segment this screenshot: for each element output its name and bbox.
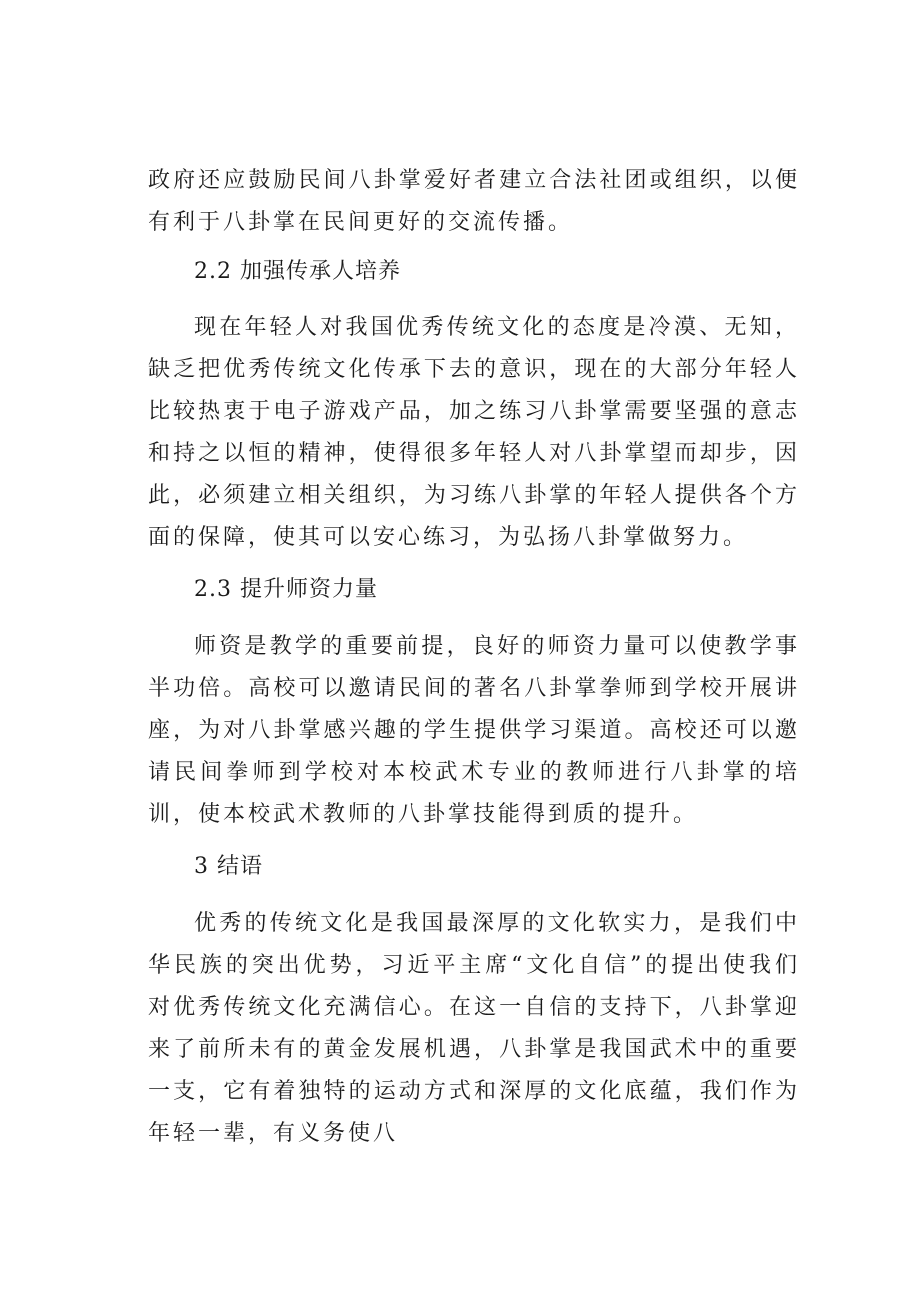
section-heading-2-2: 2.2 加强传承人培养 [194,259,401,284]
paragraph-inheritor-training: 现在年轻人对我国优秀传统文化的态度是冷漠、无知，缺乏把优秀传统文化传承下去的意识，现在的大部分年轻人比较热衷于电子游戏产品，加之练习八卦掌需要坚强的意志和持之以恒的精神，使得很多年轻人对八卦掌望而却步，因此，必须建立相关组织，为习练八卦掌的年轻人提供各个方面的保障，使其可以安心练习，为弘扬八卦掌做努力。 [148,315,800,550]
paragraph-conclusion: 优秀的传统文化是我国最深厚的文化软实力，是我们中华民族的突出优势，习近平主席“文化自信”的提出使我们对优秀传统文化充满信心。在这一自信的支持下，八卦掌迎来了前所未有的黄金发展机遇，八卦掌是我国武术中的重要一支，它有着独特的运动方式和深厚的文化底蕴，我们作为年轻一辈，有义务使八 [148,911,800,1146]
paragraph-teaching-staff: 师资是教学的重要前提，良好的师资力量可以使教学事半功倍。高校可以邀请民间的著名八卦掌拳师到学校开展讲座，为对八卦掌感兴趣的学生提供学习渠道。高校还可以邀请民间拳师到学校对本校武术专业的教师进行八卦掌的培训，使本校武术教师的八卦掌技能得到质的提升。 [148,634,800,827]
paragraph-continuation: 政府还应鼓励民间八卦掌爱好者建立合法社团或组织，以便有利于八卦掌在民间更好的交流传播。 [148,168,800,235]
section-heading-3: 3 结语 [194,854,263,879]
section-heading-2-3: 2.3 提升师资力量 [194,577,378,602]
